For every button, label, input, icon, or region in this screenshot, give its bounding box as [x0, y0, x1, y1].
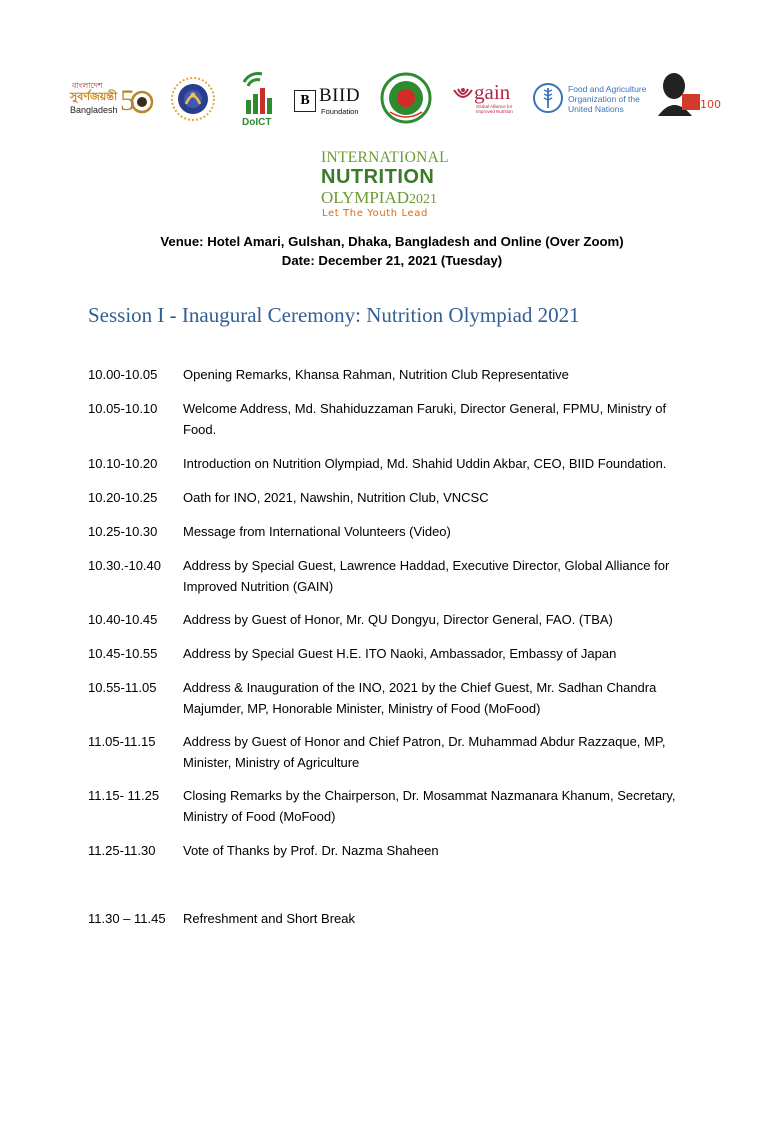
venue-line: Venue: Hotel Amari, Gulshan, Dhaka, Bangladesh and Online (Over Zoom) [160, 234, 624, 249]
session-title: Session I - Inaugural Ceremony: Nutrition Olympiad 2021 [88, 303, 580, 327]
biid-mark: B [294, 90, 316, 112]
date-line: Date: December 21, 2021 (Tuesday) [281, 253, 503, 268]
fao-logo [532, 82, 652, 116]
doict-logo [240, 70, 280, 128]
fao-line2: Organization of the [568, 94, 640, 104]
ino-logo-line3 [321, 188, 437, 208]
biid-foundation-logo [294, 86, 370, 120]
agenda-desc: Refreshment and Short Break [183, 911, 355, 926]
agenda-desc: Address by Special Guest H.E. ITO Naoki, Ambassador, Embassy of Japan [183, 646, 617, 661]
agenda-desc: Address & Inauguration of the INO, 2021 by the Chief Guest, Mr. Sadhan Chandra Majumder, MP, Honorable Minister, Ministry of Food (MoFood) [183, 680, 657, 716]
bangladesh-government-seal-icon [380, 72, 432, 124]
ino-logo-line1: INTERNATIONAL [321, 149, 449, 166]
nutrition-olympiad-logo [300, 146, 480, 226]
gain-word: gain [474, 80, 511, 104]
agenda-desc: Oath for INO, 2021, Nawshin, Nutrition Club, VNCSC [183, 490, 489, 505]
agenda-time: 11.25-11.30 [88, 843, 156, 858]
ino-logo-tagline: Let The Youth Lead [322, 208, 428, 219]
doict-signal-icon [240, 70, 276, 116]
agenda-desc: Closing Remarks by the Chairperson, Dr. Mosammat Nazmanara Khanum, Secretary, Ministry of Food (MoFood) [183, 788, 676, 824]
agenda-time: 10.20-10.25 [88, 490, 158, 505]
agenda-time: 10.55-11.05 [88, 680, 157, 695]
svg-text:100: 100 [700, 98, 721, 111]
partner-logos [60, 64, 730, 128]
bd50-bengali-line1: বাংলাদেশ [72, 81, 103, 90]
government-bangladesh-seal [380, 72, 432, 124]
agenda-time: 10.40-10.45 [88, 612, 158, 627]
agenda-time: 10.00-10.05 [88, 367, 158, 382]
bangladesh-golden-jubilee-logo [66, 76, 152, 120]
agenda-time: 10.10-10.20 [88, 456, 158, 471]
gain-flower-icon [452, 86, 474, 104]
bd50-numeral: 5 [120, 84, 135, 117]
agenda-time: 10.45-10.55 [88, 646, 158, 661]
agenda-time: 10.30.-10.40 [88, 558, 162, 573]
golden-50-emblem-icon [118, 80, 154, 120]
ino-logo-line2: NUTRITION [321, 166, 435, 188]
agenda-desc: Address by Guest of Honor and Chief Patron, Dr. Muhammad Abdur Razzaque, MP, Minister, Ministry of Agriculture [183, 734, 666, 770]
agenda-desc: Vote of Thanks by Prof. Dr. Nazma Shaheen [183, 843, 439, 858]
agenda-time: 10.05-10.10 [88, 401, 158, 416]
fao-wheat-emblem-icon [532, 82, 564, 114]
mujib-portrait-icon [652, 68, 728, 118]
biid-sub: Foundation [321, 107, 359, 116]
gain-logo [452, 82, 522, 116]
fao-line1: Food and Agriculture [568, 84, 647, 94]
gain-sub: Global Alliance for Improved Nutrition [476, 104, 513, 114]
fao-line3: United Nations [568, 104, 624, 114]
mujib-100-logo [652, 68, 728, 118]
agenda-time: 11.15- 11.25 [88, 788, 160, 803]
doict-label: DoICT [242, 117, 272, 128]
youth-alliance-emblem-icon [170, 74, 216, 124]
agenda-desc: Introduction on Nutrition Olympiad, Md. Shahid Uddin Akbar, CEO, BIID Foundation. [183, 456, 667, 471]
agenda-time: 11.30 – 11.45 [88, 911, 166, 926]
agenda-desc: Welcome Address, Md. Shahiduzzaman Faruki, Director General, FPMU, Ministry of Food. [183, 401, 667, 437]
ino-logo-olympiad: OLYMPIAD [321, 188, 410, 207]
youth-un-alliance-logo [170, 74, 216, 124]
ino-logo-year: 2021 [409, 192, 438, 207]
agenda-time: 10.25-10.30 [88, 524, 158, 539]
bd50-label: Bangladesh [70, 105, 118, 115]
biid-name: BIID [319, 85, 361, 106]
agenda-time: 11.05-11.15 [88, 734, 156, 749]
bd50-bengali-line2: সুবর্ণজয়ন্তী [70, 90, 118, 103]
agenda-desc: Opening Remarks, Khansa Rahman, Nutrition Club Representative [183, 367, 569, 382]
agenda-desc: Address by Special Guest, Lawrence Haddad, Executive Director, Global Alliance for Improved Nutrition (GAIN) [183, 558, 670, 594]
agenda-desc: Message from International Volunteers (Video) [183, 524, 451, 539]
agenda-desc: Address by Guest of Honor, Mr. QU Dongyu, Director General, FAO. (TBA) [183, 612, 613, 627]
